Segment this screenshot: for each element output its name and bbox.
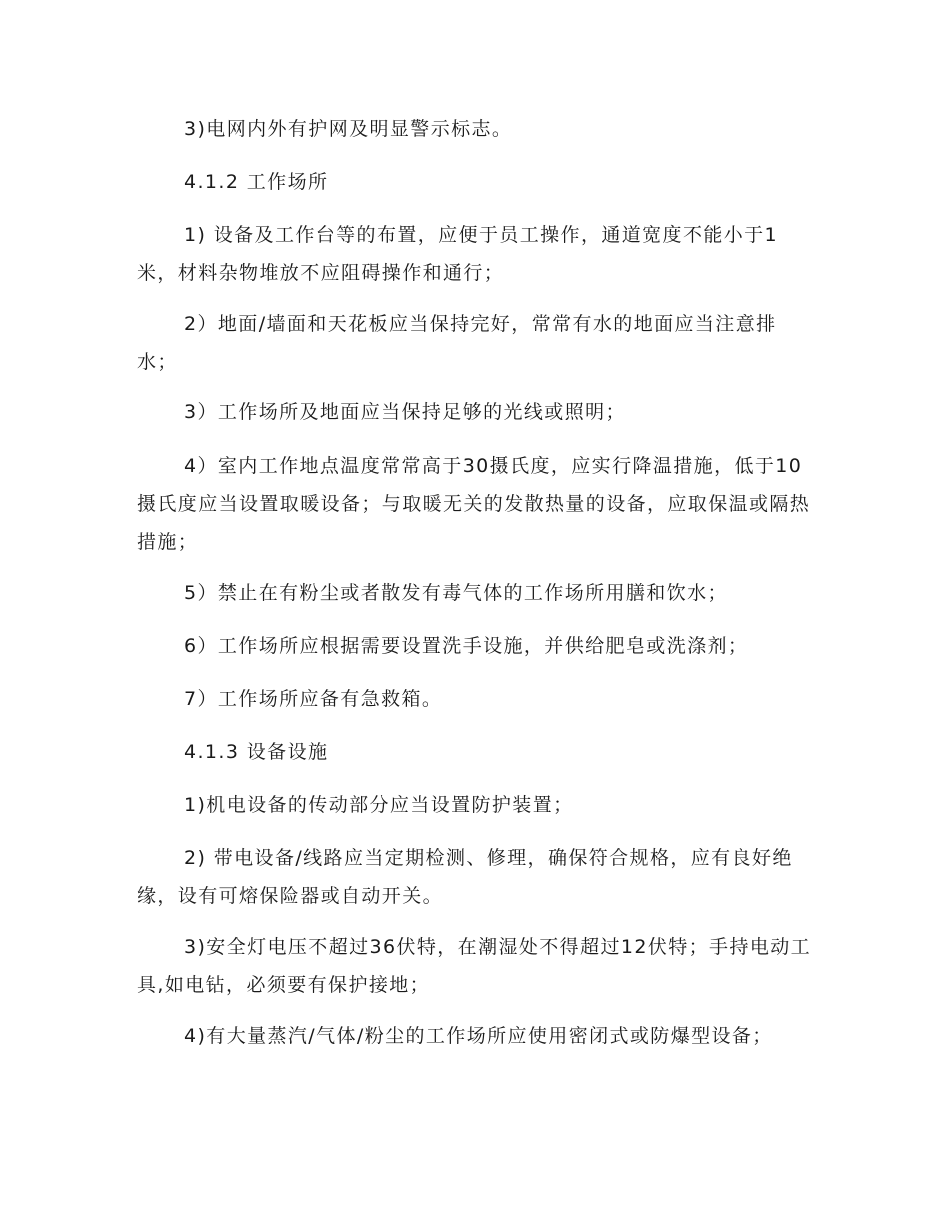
paragraph-workplace-3: 3）工作场所及地面应当保持足够的光线或照明； <box>184 401 626 423</box>
paragraph-power-grid-warning: 3)电网内外有护网及明显警示标志。 <box>184 118 513 140</box>
paragraph-equipment-4: 4)有大量蒸汽/气体/粉尘的工作场所应使用密闭式或防爆型设备； <box>184 1025 773 1047</box>
paragraph-equipment-2: 2) 带电设备/线路应当定期检测、修理，确保符合规格，应有良好绝缘，设有可熔保险器或自动开关。 <box>137 847 793 907</box>
paragraph-workplace-5: 5）禁止在有粉尘或者散发有毒气体的工作场所用膳和饮水； <box>184 582 728 604</box>
paragraph-workplace-7: 7）工作场所应备有急救箱。 <box>184 688 443 710</box>
paragraph-workplace-4: 4）室内工作地点温度常常高于30摄氏度，应实行降温措施，低于10摄氏度应当设置取暖设备；与取暖无关的发散热量的设备，应取保温或隔热措施； <box>137 455 811 553</box>
paragraph-workplace-6: 6）工作场所应根据需要设置洗手设施，并供给肥皂或洗涤剂； <box>184 635 749 657</box>
section-heading-workplace: 4.1.2 工作场所 <box>184 171 329 193</box>
paragraph-equipment-1: 1)机电设备的传动部分应当设置防护装置； <box>184 794 574 816</box>
paragraph-equipment-3: 3)安全灯电压不超过36伏特，在潮湿处不得超过12伏特；手持电动工具,如电钻，必须要有保护接地； <box>137 936 812 996</box>
paragraph-workplace-1: 1) 设备及工作台等的布置，应便于员工操作，通道宽度不能小于1米，材料杂物堆放不应阻碍操作和通行； <box>137 224 779 284</box>
section-heading-equipment: 4.1.3 设备设施 <box>184 741 329 763</box>
paragraph-workplace-2: 2）地面/墙面和天花板应当保持完好，常常有水的地面应当注意排水； <box>137 313 777 373</box>
